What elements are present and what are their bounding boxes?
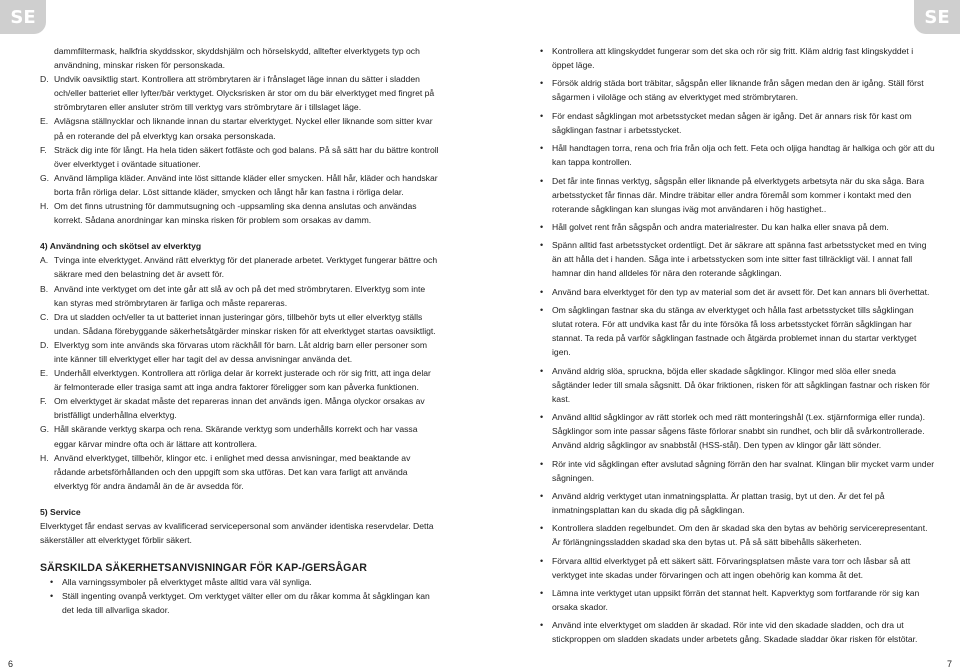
language-tab-left: SE [0,0,46,34]
list-item: • Spänn alltid fast arbetsstycket ordentligt. Det är säkrare att spänna fast arbetsstycket med en tving än att hålla det i handen. Såga inte i arbetsstycken som inte sitter fast tillräckligt väl. I annat fall hamnar din hand alldeles för nära den roterande sågklingan. [540,238,935,280]
left-column [40,44,440,618]
list-item: F. Sträck dig inte för långt. Ha hela tiden säkert fotfäste och god balans. På så sätt har du bättre kontroll över elverktyget i oväntade situationer. [40,144,439,169]
page-number-right: 7 [946,659,952,669]
bullet-icon: • [540,620,544,631]
list-item: • Om sågklingan fastnar ska du stänga av elverktyget och hålla fast arbetsstycket tills sågklingan slutat rotera. För att undvika kast får du inte försöka få loss arbetsstycket förrän sågklingan har stannat. Ta reda på varför sågklingan fastnade och åtgärda problemet innan du startar verktyget igen. [540,303,935,359]
section-heading-4: 4) Användning och skötsel av elverktyg [40,241,202,252]
page-number-left: 6 [8,659,14,669]
right-column [540,44,935,651]
item-list-2 [40,253,440,493]
list-item: • Lämna inte verktyget utan uppsikt förrän det stannat helt. Kapverktyg som fortfarande rör sig kan orsaka skador. [540,586,935,614]
bullet-icon: • [540,523,544,534]
bullet-icon: • [540,78,544,89]
bullet-icon: • [50,577,54,588]
section-heading-5: 5) Service [40,506,81,517]
list-item: • Kontrollera sladden regelbundet. Om den är skadad ska den bytas av behörig servicerepresentant. Är förlängningssladden skadad ska den bytas ut. På så sätt bibehålls säkerheten. [540,521,935,549]
list-item: F. Om elverktyget är skadat måste det repareras innan det används igen. Många olyckor orsakas av bristfälligt underhållna elverktyg. [40,396,425,421]
bullet-icon: • [540,588,544,598]
service-paragraph: Elverktyget får endast servas av kvalificerad servicepersonal som använder identiska reservdelar. Detta säkerställer att elverktyget förblir säkert. [40,521,434,546]
list-item: • Använd alltid sågklingor av rätt storlek och med rätt monteringshål (t.ex. stjärnformiga eller runda). Sågklingor som inte passar sågens fäste förlorar snabbt sin rundhet, och blir då svårkontrollerade. Använd aldrig sågklingor av snabbstål (HSS-stål). Den typen av klingor går lätt sönder. [540,410,935,452]
list-item: • Förvara alltid elverktyget på ett säkert sätt. Förvaringsplatsen måste vara torr och låsbar så att verktyget inte skadas under förvaringen och att ingen obehörig kan komma åt det. [540,554,935,582]
list-item: G. Håll skärande verktyg skarpa och rena. Skärande verktyg som underhålls korrekt och har vassa eggar kärvar mindre ofta och är lättare att kontrollera. [40,424,418,449]
bullet-icon: • [540,365,544,376]
list-item: • Det får inte finnas verktyg, sågspån eller liknande på elverktygets arbetsyta när du ska såga. Bara arbetsstycket får finnas där. Mindre träbitar eller andra föremål som kommer i kontakt med den roterande sågklingan kan slungas iväg mot användaren i hög hastighet.. [540,174,935,216]
bullet-icon: • [540,240,544,251]
list-item: B. Använd inte verktyget om det inte går att slå av och på det med strömbrytaren. Elverktyg som inte kan styras med strömbrytaren är farliga och måste repareras. [40,283,426,308]
continued-paragraph: dammfiltermask, halkfria skyddsskor, skyddshjälm och hörselskydd, alltefter elverktygets typ och användning, minskar risken för personskada. [54,46,420,71]
list-item: • Ställ ingenting ovanpå verktyget. Om verktyget välter eller om du råkar komma åt sågklingan kan det leda till allvarliga skador. [50,589,440,617]
list-item: • För endast sågklingan mot arbetsstycket medan sågen är igång. Det är annars risk för kast om sågklingan fastnar i arbetsstycket. [540,109,935,137]
list-item: • Använd aldrig verktyget utan inmatningsplatta. Är plattan trasig, byt ut den. Är det fel på inmatningsplattan kan du skada dig på sågklingan. [540,489,935,517]
bullet-icon: • [540,412,544,423]
list-item: • Försök aldrig städa bort träbitar, sågspån eller liknande från sågen medan den är igång. Ställ först sågarmen i viloläge och stäng av elverktyget med strömbrytaren. [540,76,935,104]
bullet-icon: • [540,458,544,469]
list-item: E. Underhåll elverktygen. Kontrollera att rörliga delar är korrekt justerade och rör sig fritt, att inga delar är felmonterade eller trasiga samt att inga andra faktorer föreligger som kan påverka funktionen. [40,368,431,393]
list-item: • Håll golvet rent från sågspån och andra materialrester. Du kan halka eller snava på dem. [540,220,935,234]
list-item: • Rör inte vid sågklingan efter avslutad sågning förrän den har svalnat. Klingan blir mycket varm under sågningen. [540,457,935,485]
list-item: • Håll handtagen torra, rena och fria från olja och fett. Feta och oljiga handtag är halkiga och gör att du kan tappa kontrollen. [540,141,935,169]
bullet-icon: • [540,175,544,186]
bullet-icon: • [540,286,544,297]
bullet-icon: • [540,555,544,566]
bullet-icon: • [540,305,544,315]
item-list-1 [40,72,440,227]
bullet-icon: • [50,591,54,602]
bullet-icon: • [540,143,544,154]
list-item: • Använd inte elverktyget om sladden är skadad. Rör inte vid den skadade sladden, och dra ut stickproppen om sladden skadats under arbetets gång. Skadade sladdar ökar risken för elstötar. [540,618,935,646]
bullet-icon: • [540,490,544,501]
list-item: G. Använd lämpliga kläder. Använd inte löst sittande kläder eller smycken. Håll hår, kläder och handskar borta från rörliga delar. Löst sittande kläder, smycken och långt hår kan fastna i rörliga delar. [40,172,438,197]
list-item: E. Avlägsna ställnycklar och liknande innan du startar elverktyget. Nyckel eller liknande som sitter kvar på en roterande del på elverktyg kan orsaka personskada. [40,116,433,141]
list-item: • Använd bara elverktyget för den typ av material som det är avsett för. Det kan annars bli överhettat. [540,285,935,299]
bullet-icon: • [540,46,544,56]
list-item: • Kontrollera att klingskyddet fungerar som det ska och rör sig fritt. Kläm aldrig fast klingskyddet i öppet läge. [540,44,935,72]
list-item: • Alla varningssymboler på elverktyget måste alltid vara väl synliga. [50,575,440,589]
list-item: D. Undvik oavsiktlig start. Kontrollera att strömbrytaren är i frånslaget läge innan du sätter i sladden och/eller batteriet eller lyfter/bär verktyget. Olycksrisken är stor om du bär elverktyget med fingret på strömbrytaren eller ansluter ström till verktyg vars strömbrytare är i tillslaget läge. [40,74,435,113]
bullet-icon: • [540,221,544,232]
list-item: H. Använd elverktyget, tillbehör, klingor etc. i enlighet med dessa anvisningar, med beaktande av rådande arbetsförhållanden och den uppgift som ska utföras. Det kan vara farligt att använda elverktyg för andra ändamål än de är avsedda för. [40,452,411,491]
language-tab-right: SE [914,0,960,34]
list-item: • Använd aldrig slöa, spruckna, böjda eller skadade sågklingor. Klingor med slöa eller sneda sågtänder leder till smala sågsnitt. Då ökar friktionen, risken för att sågklingan fastnar och risken för kast. [540,364,935,406]
special-safety-heading: SÄRSKILDA SÄKERHETSANVISNINGAR FÖR KAP-/GERSÅGAR [40,562,367,575]
right-bullet-list [540,44,935,647]
list-item: A. Tvinga inte elverktyget. Använd rätt elverktyg för det planerade arbetet. Verktyget fungerar bättre och säkrare med den belastning det är avsett för. [40,255,438,280]
special-bullet-list [40,575,440,617]
list-item: C. Dra ut sladden och/eller ta ut batteriet innan justeringar görs, tillbehör byts ut eller elverktyg ställs undan. Sådana förebyggande säkerhetsåtgärder minskar risken för att elverktyget startas oavsiktligt. [40,311,436,336]
list-item: H. Om det finns utrustning för dammutsugning och -uppsamling ska denna anslutas och användas korrekt. Sådana anordningar kan minska risken för problem som orsakas av damm. [40,201,417,226]
list-item: D. Elverktyg som inte används ska förvaras utom räckhåll för barn. Låt aldrig barn eller personer som inte känner till elverktyget eller har tagit del av dessa anvisningar använda det. [40,339,428,364]
bullet-icon: • [540,110,544,121]
